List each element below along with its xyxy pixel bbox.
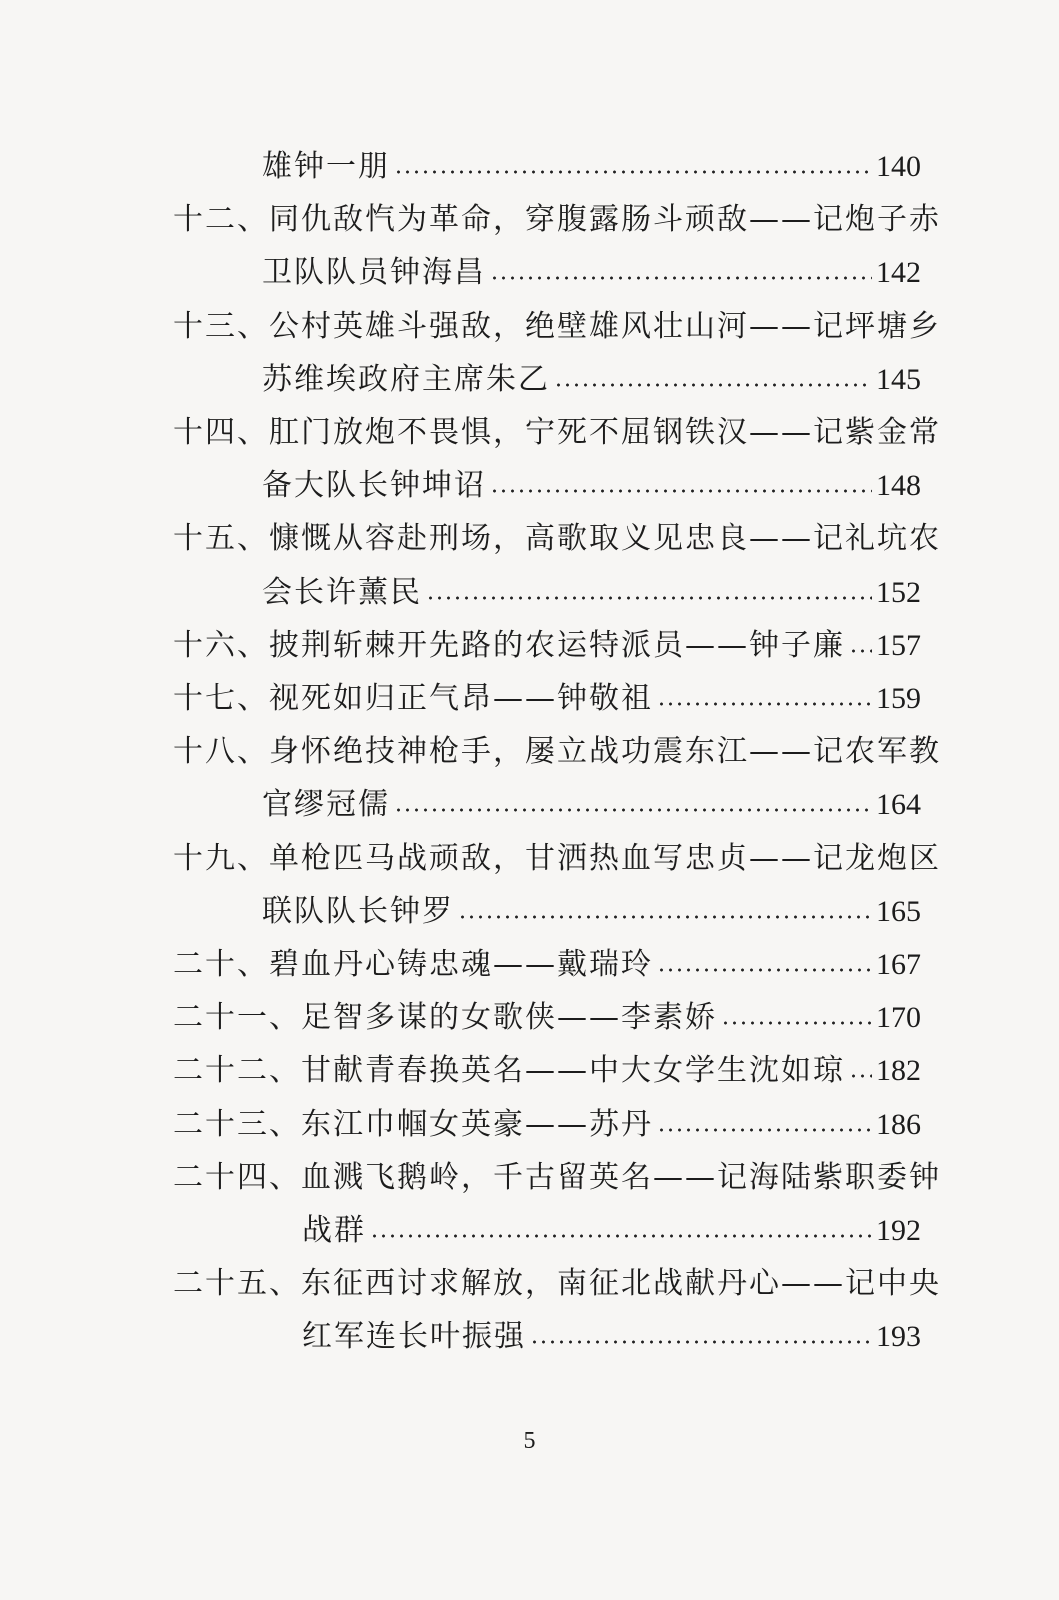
dot-leader	[370, 1234, 872, 1238]
entry-title: 同仇敌忾为革命，穿腹露肠斗顽敌——记炮子赤	[269, 202, 941, 238]
entry-title: 肛门放炮不畏惧，宁死不屈钢铁汉——记紫金常	[269, 415, 941, 450]
chapter-number: 二十一、	[173, 1000, 301, 1036]
page-number: 165	[876, 894, 921, 928]
toc-entry	[173, 619, 921, 673]
entry-title: 血溅飞鹅岭，千古留英名——记海陆紫职委钟	[301, 1159, 941, 1195]
page-number: 186	[876, 1107, 921, 1141]
entry-title: 身怀绝技神枪手，屡立战功震东江——记农军教	[269, 734, 941, 770]
page-number: 182	[876, 1054, 921, 1088]
dot-leader	[554, 383, 872, 387]
dot-leader	[657, 702, 872, 706]
chapter-number: 十六、	[173, 627, 269, 663]
page-number: 152	[876, 575, 921, 609]
chapter-number: 二十二、	[173, 1053, 301, 1089]
toc-entry	[173, 193, 941, 247]
page-number: 140	[876, 150, 921, 183]
dot-leader	[849, 649, 872, 653]
entry-title: 披荆斩棘开先路的农运特派员——钟子廉	[269, 627, 845, 663]
toc-entry	[173, 1098, 921, 1152]
chapter-number: 二十三、	[173, 1106, 301, 1142]
toc-entry	[262, 566, 921, 620]
dot-leader	[721, 1021, 872, 1025]
toc-entry	[173, 1257, 941, 1311]
page-number: 170	[876, 1001, 921, 1035]
entry-title: 雄钟一朋	[262, 149, 390, 184]
toc-entry	[173, 672, 921, 726]
toc-entry	[302, 1204, 921, 1258]
entry-title: 单枪匹马战顽敌，甘洒热血写忠贞——记龙炮区	[269, 840, 941, 876]
chapter-number: 十二、	[173, 202, 269, 238]
entry-title: 备大队长钟坤诏	[262, 468, 486, 504]
toc-entry	[262, 246, 921, 300]
dot-leader	[426, 596, 872, 600]
chapter-number: 十九、	[173, 840, 269, 876]
page-number: 159	[876, 682, 921, 715]
entry-title: 慷慨从容赴刑场，高歌取义见忠良——记礼坑农	[269, 521, 941, 557]
toc-entry	[173, 938, 921, 992]
entry-title: 会长许薰民	[262, 574, 422, 610]
entry-title: 卫队队员钟海昌	[262, 255, 486, 291]
entry-title: 东江巾帼女英豪——苏丹	[301, 1106, 653, 1142]
entry-title: 甘献青春换英名——中大女学生沈如琼	[301, 1053, 845, 1089]
chapter-number: 十三、	[173, 308, 269, 344]
page-number: 148	[876, 469, 921, 503]
toc-entry	[262, 459, 921, 513]
toc-entry	[173, 406, 941, 460]
entry-title: 碧血丹心铸忠魂——戴瑞玲	[269, 947, 653, 982]
dot-leader	[490, 276, 872, 280]
chapter-number: 二十、	[173, 947, 269, 982]
page-number: 145	[876, 362, 921, 396]
toc-entry	[262, 778, 921, 832]
dot-leader	[849, 1074, 872, 1078]
dot-leader	[490, 489, 872, 493]
chapter-number: 十八、	[173, 734, 269, 770]
page-number: 167	[876, 948, 921, 981]
toc-entry	[173, 991, 921, 1045]
toc-entry	[173, 1151, 941, 1205]
entry-title: 红军连长叶振强	[302, 1319, 526, 1355]
toc-entry	[173, 832, 941, 886]
dot-leader	[657, 1128, 872, 1132]
dot-leader	[394, 170, 872, 174]
entry-title: 官缪冠儒	[262, 787, 390, 823]
page-number: 142	[876, 256, 921, 290]
toc-entry	[173, 1044, 921, 1098]
dot-leader	[394, 808, 872, 812]
page-folio: 5	[523, 1428, 536, 1454]
toc-entry	[302, 1310, 921, 1364]
entry-title: 东征西讨求解放，南征北战献丹心——记中央	[301, 1266, 941, 1302]
page-number: 164	[876, 788, 921, 822]
chapter-number: 二十四、	[173, 1159, 301, 1195]
entry-title: 足智多谋的女歌侠——李素娇	[301, 1000, 717, 1036]
toc-entry	[262, 140, 921, 194]
toc-entry	[262, 885, 921, 939]
chapter-number: 十五、	[173, 521, 269, 557]
entry-title: 公村英雄斗强敌，绝壁雄风壮山河——记坪塘乡	[269, 308, 941, 344]
entry-title: 联队队长钟罗	[262, 893, 454, 929]
entry-title: 视死如归正气昂——钟敬祖	[269, 681, 653, 716]
chapter-number: 十四、	[173, 415, 269, 450]
entry-title: 战群	[302, 1213, 366, 1248]
toc-entry	[173, 512, 941, 566]
dot-leader	[530, 1340, 872, 1344]
page-number: 193	[876, 1320, 921, 1354]
entry-title: 苏维埃政府主席朱乙	[262, 361, 550, 397]
toc-entry	[173, 300, 941, 354]
toc-entry	[173, 725, 941, 779]
chapter-number: 十七、	[173, 681, 269, 716]
page-number: 157	[876, 628, 921, 662]
toc-entry	[262, 353, 921, 407]
dot-leader	[458, 915, 872, 919]
page-number: 192	[876, 1214, 921, 1247]
chapter-number: 二十五、	[173, 1266, 301, 1302]
dot-leader	[657, 968, 872, 972]
